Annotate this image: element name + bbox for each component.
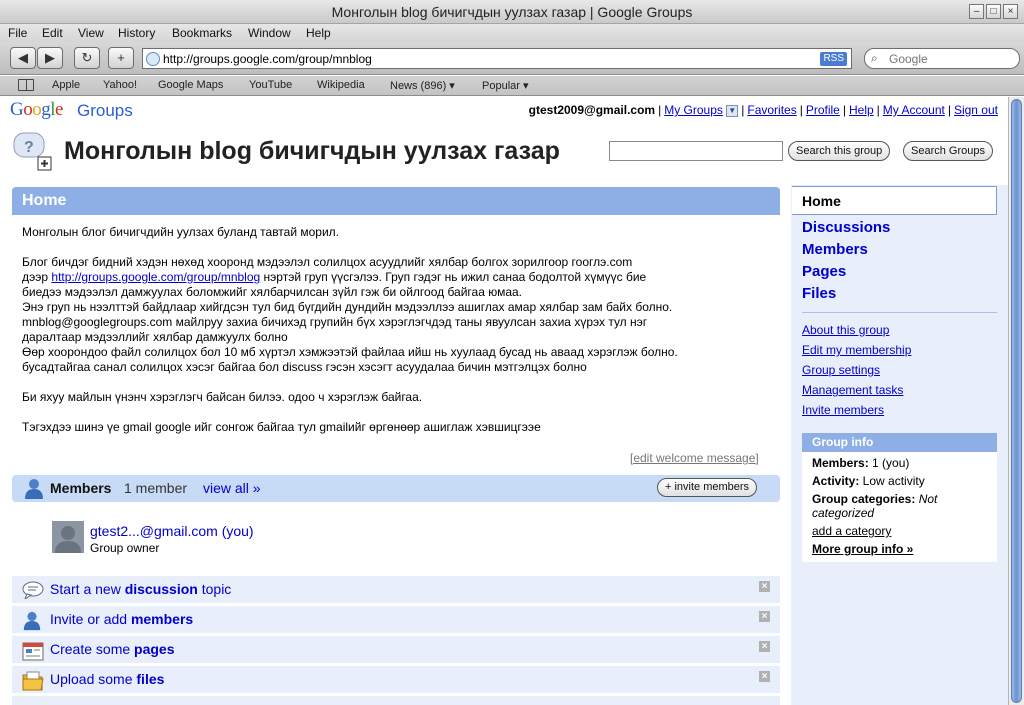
member-role: Group owner: [90, 541, 160, 555]
google-logo[interactable]: Google: [10, 99, 63, 120]
bookmark-google-maps[interactable]: Google Maps: [158, 79, 224, 91]
group-info-title: Group info: [812, 435, 874, 449]
bookmark-yahoo[interactable]: Yahoo!: [103, 79, 138, 91]
folder-icon: [22, 671, 44, 691]
task-more: [12, 696, 780, 705]
sidebar-item-files[interactable]: Files: [802, 285, 837, 302]
url-text[interactable]: http://groups.google.com/group/mnblog: [163, 52, 372, 66]
task-members[interactable]: [12, 606, 780, 633]
bookmark-youtube[interactable]: YouTube: [249, 79, 293, 91]
my-account-link[interactable]: My Account: [882, 103, 945, 117]
group-info-header: [802, 433, 997, 452]
discussion-icon: [22, 581, 44, 599]
management-tasks-link[interactable]: Management tasks: [802, 383, 904, 397]
avatar[interactable]: [52, 521, 84, 553]
window-controls: [969, 4, 1018, 19]
browser-search[interactable]: [864, 48, 1020, 69]
about-group-link[interactable]: About this group: [802, 323, 890, 337]
close-icon[interactable]: ×: [759, 671, 770, 682]
reload-button[interactable]: ↻: [74, 47, 100, 69]
pages-icon: [22, 641, 44, 661]
search-this-group-button[interactable]: Search this group: [788, 141, 890, 161]
close-icon[interactable]: ×: [759, 611, 770, 622]
welcome-line: Өөр хоорондоо файл солилцох бол 10 мб хүртэл хэмжээтэй файлаа ийш нь хуулаад бусад нь аваад хэрэглэж болно.: [22, 345, 678, 359]
profile-link[interactable]: Profile: [805, 103, 840, 117]
chevron-down-icon[interactable]: ▼: [726, 105, 738, 117]
sidebar-home-label: Home: [802, 193, 841, 209]
svg-text:?: ?: [24, 139, 34, 156]
search-groups-button[interactable]: Search Groups: [903, 141, 993, 161]
members-title: Members: [50, 480, 112, 496]
close-icon[interactable]: ×: [759, 641, 770, 652]
welcome-line: Би яхуу майлын үнэнч хэрэглэгч байсан билээ. одоо ч хэрэглэж байгаа.: [22, 390, 423, 404]
task-label[interactable]: Create some pages: [50, 641, 175, 657]
invite-members-button[interactable]: + invite members: [657, 478, 757, 497]
menu-help[interactable]: Help: [306, 26, 331, 40]
sidebar-item-home[interactable]: [792, 186, 997, 215]
sidebar-divider: [802, 312, 997, 313]
menu-file[interactable]: File: [8, 26, 28, 40]
person-icon: [24, 478, 44, 500]
page-viewport: [0, 97, 1008, 705]
close-icon[interactable]: ×: [1003, 4, 1018, 19]
menu-bar: [0, 24, 1024, 42]
welcome-line: даралтаар мэдээллийг хялбар дамжуулх болно: [22, 330, 288, 344]
invite-members-link[interactable]: Invite members: [802, 403, 885, 417]
bookmark-wikipedia[interactable]: Wikipedia: [317, 79, 365, 91]
menu-history[interactable]: History: [118, 26, 156, 40]
sidebar-item-discussions[interactable]: Discussions: [802, 219, 891, 236]
browser-search-input[interactable]: [889, 51, 1013, 66]
scrollbar-thumb[interactable]: [1011, 99, 1022, 703]
person-icon: [22, 611, 42, 631]
more-group-info-link[interactable]: More group info »: [812, 542, 914, 556]
task-label[interactable]: Upload some files: [50, 671, 165, 687]
menu-bookmarks[interactable]: Bookmarks: [172, 26, 233, 40]
rss-button[interactable]: RSS: [820, 52, 847, 66]
add-category-link[interactable]: add a category: [812, 524, 892, 538]
minimize-icon[interactable]: –: [969, 4, 984, 19]
account-nav: gtest2009@gmail.com | My Groups ▼ | Favorites | Profile | Help | My Account | Sign out: [528, 103, 998, 117]
group-title: Монголын blog бичигчдын уулзах газар: [64, 137, 560, 165]
welcome-line: дээр http://groups.google.com/group/mnblog нэртэй груп үүсгэлээ. Груп гэдэг нь ижил санаа бодолтой хүмүүс бие: [22, 270, 647, 284]
edit-membership-link[interactable]: Edit my membership: [802, 343, 912, 357]
task-pages[interactable]: [12, 636, 780, 663]
view-all-members-link[interactable]: view all »: [203, 480, 261, 496]
home-heading-bar: [12, 187, 780, 215]
bookmarks-bar: [0, 76, 1024, 96]
browser-toolbar: [0, 42, 1024, 75]
menu-view[interactable]: View: [78, 26, 104, 40]
welcome-line: Блог бичдэг бидний хэдэн нөхөд хооронд мэдээлэл солилцох асуудлийг хялбар болгох зорилгоор гоoглэ.com: [22, 255, 633, 269]
sidebar-item-pages[interactable]: Pages: [802, 263, 847, 280]
window-title: Монголын blog бичигчдын уулзах газар | Google Groups: [331, 4, 693, 20]
address-bar[interactable]: [142, 48, 852, 69]
vertical-scrollbar[interactable]: [1008, 97, 1024, 705]
site-icon: [146, 52, 160, 66]
group-info-panel: [802, 452, 997, 562]
member-name[interactable]: gtest2...@gmail.com (you): [90, 523, 254, 539]
search-icon: ⌕: [871, 51, 878, 65]
group-chat-icon: [12, 131, 54, 171]
forward-button[interactable]: ▶: [37, 47, 63, 69]
home-heading: Home: [22, 192, 67, 209]
welcome-line: Монголын блог бичигчдийн уулзах буланд тавтай морил.: [22, 225, 340, 239]
members-bar: [12, 475, 780, 502]
group-search-input[interactable]: [609, 141, 783, 161]
back-button[interactable]: ◀: [10, 47, 36, 69]
bookmark-news[interactable]: News (896) ▾: [390, 80, 455, 92]
task-label[interactable]: Start a new discussion topic: [50, 581, 232, 597]
info-members: Members: 1 (you): [812, 456, 910, 470]
bookmark-apple[interactable]: Apple: [52, 79, 81, 91]
welcome-line: mnblog@googlegroups.com майлруу захиа бичихэд групийн бүх хэрэглэгчдэд таны явуулсан захиа хүрэх тул нэг: [22, 315, 648, 329]
task-files[interactable]: [12, 666, 780, 693]
info-categories: Group categories: Not categorized: [812, 492, 938, 520]
welcome-line: Энэ груп нь нээлттэй байдлаар хийгдсэн тул бид бүгдийн дундийн мэдээллээ ашиглах амар хялбар зам байх болно.: [22, 300, 673, 314]
group-url-link[interactable]: http://groups.google.com/group/mnblog: [51, 270, 261, 284]
menu-window[interactable]: Window: [248, 26, 291, 40]
info-activity: Activity: Low activity: [812, 474, 925, 488]
task-label[interactable]: Invite or add members: [50, 611, 194, 627]
book-icon[interactable]: [18, 79, 34, 91]
account-email: gtest2009@gmail.com: [528, 103, 656, 117]
menu-edit[interactable]: Edit: [42, 26, 63, 40]
bookmark-popular[interactable]: Popular ▾: [482, 80, 529, 92]
welcome-message: [22, 225, 777, 435]
members-count: 1 member: [124, 480, 188, 496]
group-settings-link[interactable]: Group settings: [802, 363, 881, 377]
favorites-link[interactable]: Favorites: [747, 103, 797, 117]
my-groups-link[interactable]: My Groups: [664, 103, 723, 117]
welcome-line: бусадтайгаа санал солилцох хэсэг байгаа бол discuss гэсэн хэсэгт асуудалаа бичин мэтгэлцэх болно: [22, 360, 587, 374]
welcome-line: Тэгэхдээ шинэ үе gmail google ийг сонгож байгаа тул gmailийг өргөнөөр ашиглаж хэвшицгээе: [22, 420, 541, 434]
maximize-icon[interactable]: □: [986, 4, 1001, 19]
sidebar-item-members[interactable]: Members: [802, 241, 868, 258]
default-avatar-icon: [52, 521, 84, 553]
edit-welcome-link[interactable]: [edit welcome message]: [630, 451, 759, 465]
window-titlebar: [0, 0, 1024, 24]
task-discussion[interactable]: [12, 576, 780, 603]
add-bookmark-button[interactable]: +: [108, 47, 134, 69]
close-icon[interactable]: ×: [759, 581, 770, 592]
help-link[interactable]: Help: [848, 103, 874, 117]
groups-logo-text[interactable]: Groups: [77, 101, 133, 120]
welcome-line: биедээ мэдээлэл дамжуулах боломжийг хялбарчилсан зүйл гэж би ойлгоод байгаа юмаа.: [22, 285, 523, 299]
sign-out-link[interactable]: Sign out: [953, 103, 998, 117]
